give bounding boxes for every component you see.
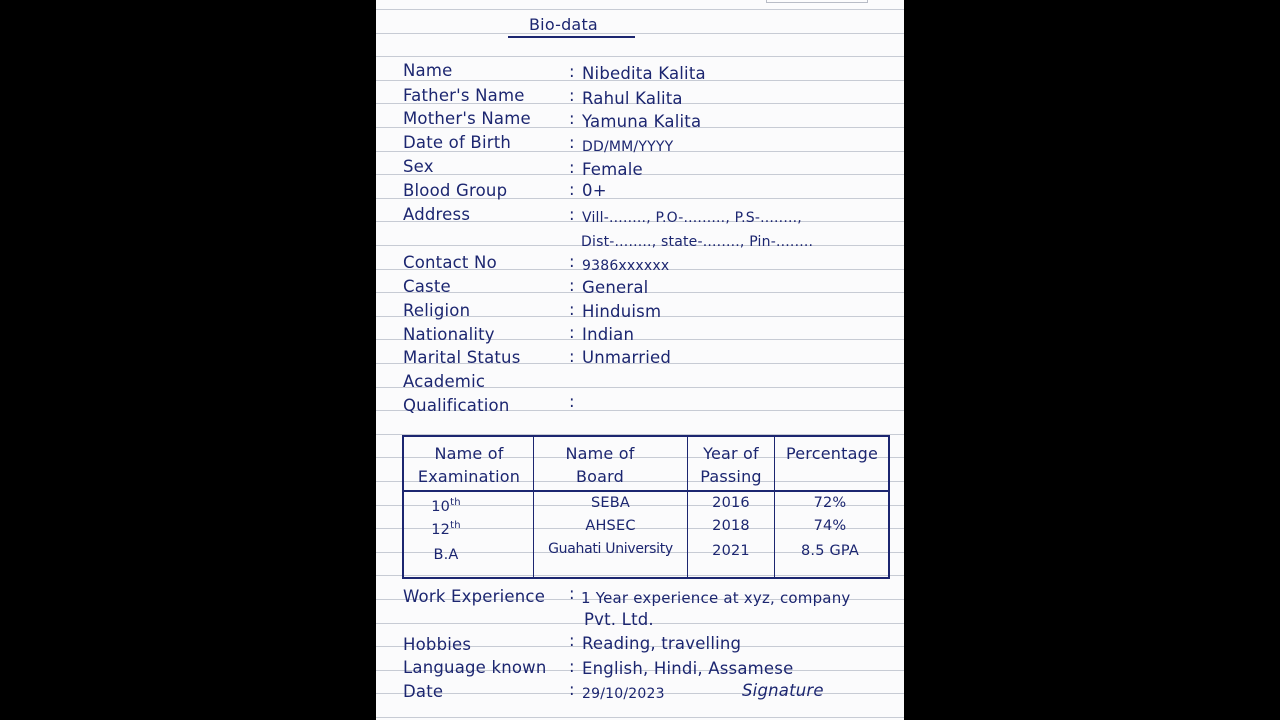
address-value-line2: Dist-........, state-........, Pin-........ [581, 234, 814, 250]
work-experience-value-line2: Pvt. Ltd. [584, 610, 654, 629]
header-name-of-examination: Name of Examination [417, 444, 521, 486]
colon: : [569, 657, 575, 676]
colon: : [569, 180, 575, 199]
percentage-cell: 74% [813, 518, 847, 534]
fathers-name-value: Rahul Kalita [582, 89, 683, 108]
address-label: Address [403, 205, 471, 224]
ruled-line [376, 33, 904, 34]
notebook-page [376, 0, 904, 720]
work-experience-label: Work Experience [403, 587, 546, 606]
nationality-label: Nationality [403, 325, 495, 344]
work-experience-value-line1: 1 Year experience at xyz, company [581, 589, 851, 607]
colon: : [569, 109, 575, 128]
exam-cell: 10th [431, 497, 461, 515]
name-value: Nibedita Kalita [582, 64, 706, 83]
date-value: 29/10/2023 [582, 686, 665, 702]
colon: : [569, 347, 575, 366]
header-year-of-passing: Year of Passing [700, 444, 762, 486]
marital-status-label: Marital Status [403, 348, 521, 367]
academic-label-line2: Qualification [403, 396, 510, 415]
colon: : [569, 62, 575, 81]
colon: : [569, 158, 575, 177]
hobbies-label: Hobbies [403, 635, 472, 654]
colon: : [569, 584, 575, 603]
percentage-cell: 8.5 GPA [800, 543, 860, 559]
colon: : [569, 392, 575, 411]
colon: : [569, 252, 575, 271]
blood-group-label: Blood Group [403, 181, 508, 200]
page-title: Bio-data [529, 15, 598, 34]
header-percentage: Percentage [785, 444, 878, 463]
header-name-of-board: Name of Board [565, 444, 635, 486]
contact-value: 9386xxxxxx [582, 258, 670, 274]
ruled-line [376, 9, 904, 10]
board-cell: Guahati University [548, 541, 673, 557]
academic-label-line1: Academic [403, 372, 486, 391]
colon: : [569, 86, 575, 105]
nationality-value: Indian [582, 325, 635, 344]
year-cell: 2016 [712, 495, 750, 511]
dob-label: Date of Birth [403, 133, 512, 152]
sex-value: Female [582, 160, 643, 179]
colon: : [569, 205, 575, 224]
year-cell: 2018 [712, 518, 750, 534]
dob-value: DD/MM/YYYY [582, 139, 674, 155]
ruled-line [376, 56, 904, 57]
caste-value: General [582, 278, 649, 297]
percentage-cell: 72% [813, 495, 847, 511]
top-margin-mark [766, 0, 868, 3]
mothers-name-value: Yamuna Kalita [582, 112, 702, 131]
ruled-line [376, 717, 904, 718]
address-value-line1: Vill-........, P.O-........., P.S-........, [582, 210, 802, 226]
academic-table [402, 435, 890, 579]
language-known-value: English, Hindi, Assamese [582, 659, 794, 678]
title-underline [508, 36, 635, 38]
colon: : [569, 680, 575, 699]
fathers-name-label: Father's Name [403, 86, 525, 105]
date-label: Date [403, 682, 444, 701]
exam-cell: B.A [433, 546, 459, 563]
table-header-divider [404, 490, 888, 492]
board-cell: AHSEC [585, 518, 636, 534]
contact-label: Contact No [403, 253, 497, 272]
year-cell: 2021 [712, 543, 750, 559]
name-label: Name [403, 61, 453, 80]
sex-label: Sex [403, 157, 434, 176]
mothers-name-label: Mother's Name [403, 109, 531, 128]
board-cell: SEBA [590, 495, 631, 511]
language-known-label: Language known [403, 658, 547, 677]
colon: : [569, 323, 575, 342]
hobbies-value: Reading, travelling [582, 634, 742, 653]
marital-status-value: Unmarried [582, 348, 672, 367]
blood-group-value: 0+ [582, 181, 607, 200]
colon: : [569, 133, 575, 152]
signature-label: Signature [742, 681, 824, 700]
colon: : [569, 631, 575, 650]
religion-value: Hinduism [582, 302, 662, 321]
caste-label: Caste [403, 277, 451, 296]
exam-cell: 12th [431, 520, 461, 538]
colon: : [569, 276, 575, 295]
colon: : [569, 300, 575, 319]
religion-label: Religion [403, 301, 471, 320]
